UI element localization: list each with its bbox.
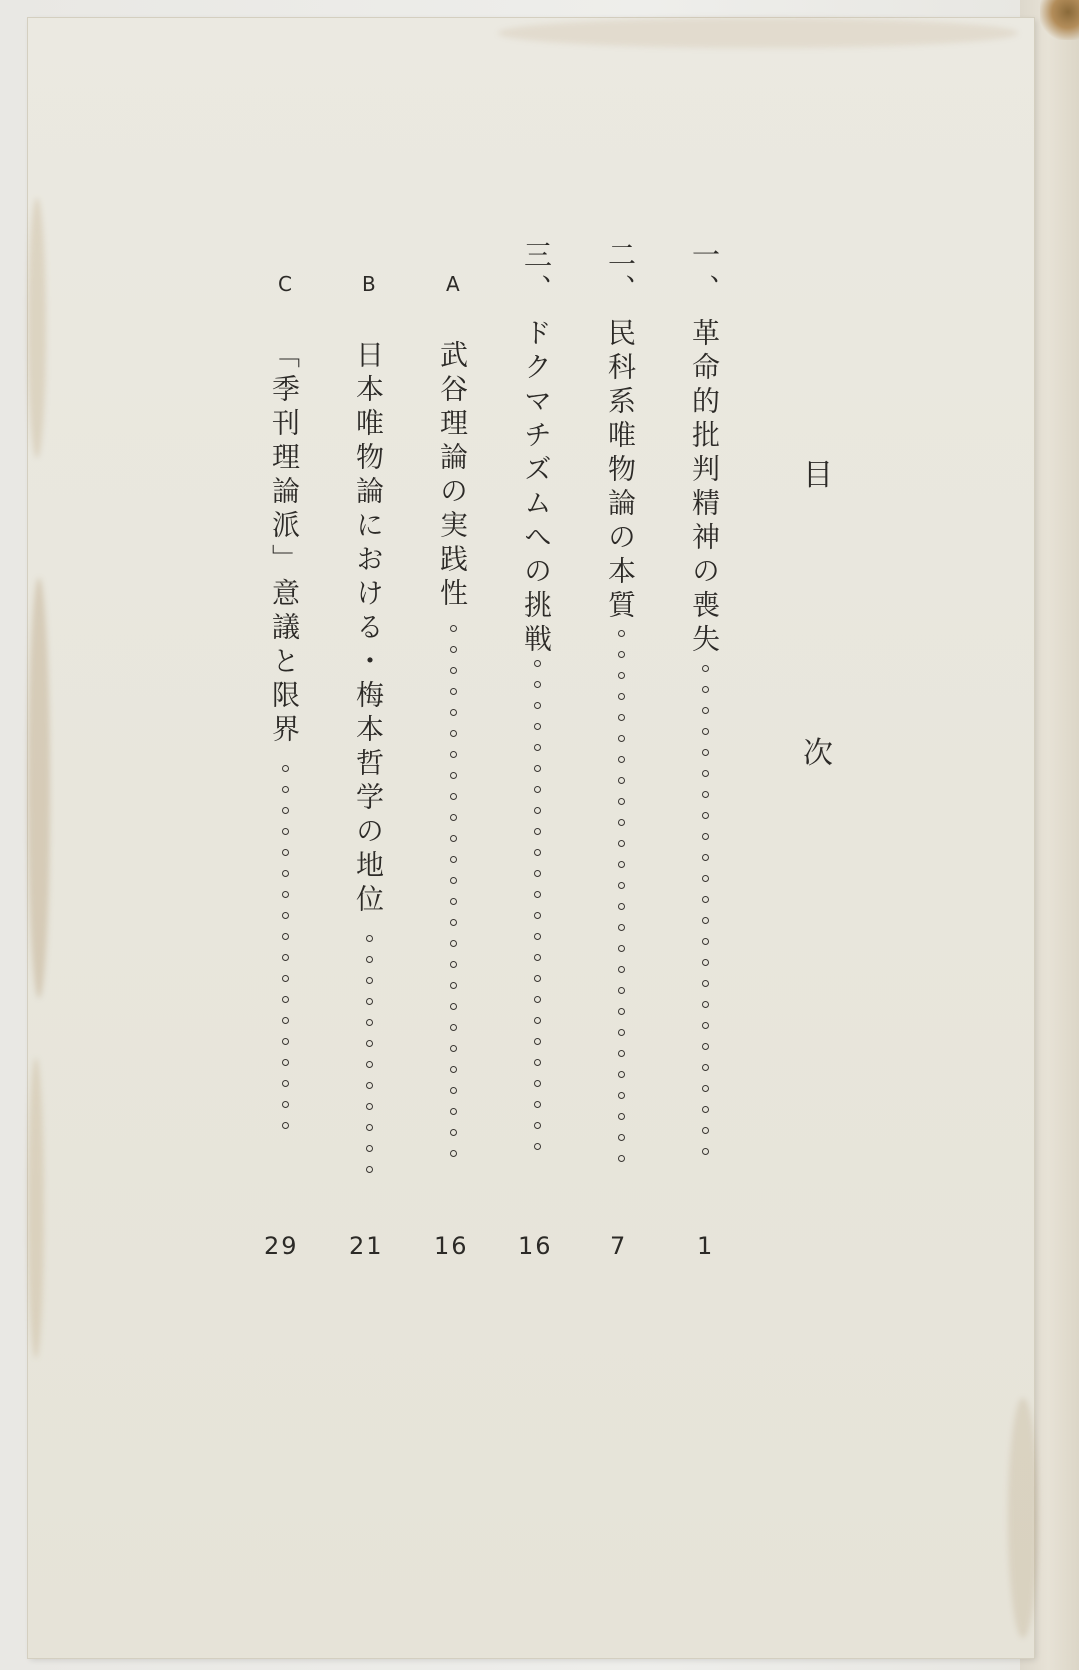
- leader-dot: [534, 891, 541, 898]
- toc-entry-a-marker: A: [446, 272, 461, 296]
- leader-dot: [618, 798, 625, 805]
- leader-dot: [618, 777, 625, 784]
- toc-entry-3-leader: [531, 660, 543, 1164]
- leader-dot: [534, 1122, 541, 1129]
- leader-dot: [702, 791, 709, 798]
- leader-dot: [534, 849, 541, 856]
- leader-dot: [450, 1150, 457, 1157]
- leader-dot: [618, 1050, 625, 1057]
- leader-dot: [450, 835, 457, 842]
- leader-dot: [366, 998, 373, 1005]
- leader-dot: [450, 982, 457, 989]
- toc-entry-3-marker: 三、: [520, 240, 553, 308]
- toc-entry-1-page[interactable]: 1: [697, 1232, 715, 1260]
- leader-dot: [618, 987, 625, 994]
- leader-dot: [282, 786, 289, 793]
- toc-entry-a-title[interactable]: 武谷理論の実践性: [436, 340, 469, 612]
- leader-dot: [534, 765, 541, 772]
- leader-dot: [702, 854, 709, 861]
- toc-entry-1-title[interactable]: 革命的批判精神の喪失: [688, 318, 721, 658]
- leader-dot: [618, 903, 625, 910]
- leader-dot: [702, 1148, 709, 1155]
- corner-stain: [1040, 0, 1079, 40]
- leader-dot: [450, 730, 457, 737]
- leader-dot: [366, 935, 373, 942]
- leader-dot: [366, 1124, 373, 1131]
- leader-dot: [702, 875, 709, 882]
- leader-dot: [534, 1038, 541, 1045]
- leader-dot: [702, 812, 709, 819]
- leader-dot: [702, 1001, 709, 1008]
- leader-dot: [534, 912, 541, 919]
- toc-entry-2-page[interactable]: 7: [610, 1232, 628, 1260]
- leader-dot: [702, 896, 709, 903]
- leader-dot: [618, 693, 625, 700]
- leader-dot: [618, 1113, 625, 1120]
- leader-dot: [618, 924, 625, 931]
- leader-dot: [534, 933, 541, 940]
- leader-dot: [618, 966, 625, 973]
- leader-dot: [282, 1101, 289, 1108]
- leader-dot: [702, 749, 709, 756]
- leader-dot: [282, 1038, 289, 1045]
- toc-entry-a-page[interactable]: 16: [434, 1232, 469, 1260]
- leader-dot: [450, 1066, 457, 1073]
- leader-dot: [534, 975, 541, 982]
- leader-dot: [534, 744, 541, 751]
- toc-entry-b-page[interactable]: 21: [349, 1232, 384, 1260]
- leader-dot: [534, 996, 541, 1003]
- leader-dot: [618, 651, 625, 658]
- leader-dot: [534, 828, 541, 835]
- leader-dot: [450, 1003, 457, 1010]
- leader-dot: [702, 1022, 709, 1029]
- leader-dot: [618, 819, 625, 826]
- leader-dot: [618, 735, 625, 742]
- leader-dot: [534, 870, 541, 877]
- leader-dot: [618, 630, 625, 637]
- leader-dot: [282, 1059, 289, 1066]
- leader-dot: [282, 870, 289, 877]
- leader-dot: [282, 1122, 289, 1129]
- toc-entry-c-marker: C: [278, 272, 293, 296]
- leader-dot: [702, 1106, 709, 1113]
- leader-dot: [450, 1108, 457, 1115]
- leader-dot: [450, 1087, 457, 1094]
- leader-dot: [702, 1043, 709, 1050]
- leader-dot: [702, 728, 709, 735]
- leader-dot: [282, 975, 289, 982]
- leader-dot: [702, 686, 709, 693]
- leader-dot: [282, 954, 289, 961]
- leader-dot: [366, 1166, 373, 1173]
- leader-dot: [450, 961, 457, 968]
- leader-dot: [534, 1059, 541, 1066]
- leader-dot: [282, 765, 289, 772]
- leader-dot: [702, 833, 709, 840]
- leader-dot: [450, 772, 457, 779]
- leader-dot: [618, 1155, 625, 1162]
- leader-dot: [702, 917, 709, 924]
- leader-dot: [366, 977, 373, 984]
- leader-dot: [366, 1040, 373, 1047]
- leader-dot: [366, 1145, 373, 1152]
- leader-dot: [618, 1008, 625, 1015]
- leader-dot: [618, 1134, 625, 1141]
- toc-entry-c-leader: [279, 765, 291, 1143]
- leader-dot: [450, 898, 457, 905]
- leader-dot: [534, 681, 541, 688]
- leader-dot: [450, 1129, 457, 1136]
- leader-dot: [534, 954, 541, 961]
- leader-dot: [534, 786, 541, 793]
- leader-dot: [702, 959, 709, 966]
- leader-dot: [282, 828, 289, 835]
- leader-dot: [450, 646, 457, 653]
- leader-dot: [450, 856, 457, 863]
- leader-dot: [366, 956, 373, 963]
- leader-dot: [618, 714, 625, 721]
- toc-title-first: 目: [803, 458, 833, 493]
- toc-entry-1-marker: 一、: [688, 240, 721, 308]
- leader-dot: [450, 814, 457, 821]
- leader-dot: [618, 945, 625, 952]
- leader-dot: [702, 770, 709, 777]
- toc-entry-1-leader: [699, 665, 711, 1169]
- leader-dot: [618, 1092, 625, 1099]
- leader-dot: [282, 849, 289, 856]
- toc-entry-2-marker: 二、: [604, 240, 637, 308]
- leader-dot: [450, 793, 457, 800]
- toc-entry-2-title[interactable]: 民科系唯物論の本質: [604, 318, 637, 624]
- leader-dot: [534, 723, 541, 730]
- toc-entry-3-title[interactable]: ドクマチズムへの挑戦: [520, 318, 553, 658]
- leader-dot: [450, 877, 457, 884]
- leader-dot: [282, 1080, 289, 1087]
- toc-title-second: 次: [803, 736, 833, 771]
- leader-dot: [618, 1029, 625, 1036]
- leader-dot: [282, 933, 289, 940]
- leader-dot: [534, 1101, 541, 1108]
- leader-dot: [618, 756, 625, 763]
- leader-dot: [702, 1085, 709, 1092]
- leader-dot: [534, 1143, 541, 1150]
- toc-entry-a-leader: [447, 625, 459, 1171]
- leader-dot: [702, 1127, 709, 1134]
- leader-dot: [450, 919, 457, 926]
- leader-dot: [534, 660, 541, 667]
- leader-dot: [450, 751, 457, 758]
- toc-entry-c-page[interactable]: 29: [264, 1232, 299, 1260]
- toc-entry-3-page[interactable]: 16: [518, 1232, 553, 1260]
- leader-dot: [450, 709, 457, 716]
- leader-dot: [282, 996, 289, 1003]
- leader-dot: [282, 1017, 289, 1024]
- leader-dot: [282, 912, 289, 919]
- leader-dot: [534, 1080, 541, 1087]
- leader-dot: [618, 861, 625, 868]
- leader-dot: [618, 840, 625, 847]
- leader-dot: [450, 940, 457, 947]
- leader-dot: [702, 665, 709, 672]
- leader-dot: [450, 1024, 457, 1031]
- leader-dot: [702, 980, 709, 987]
- toc-entry-b-title[interactable]: 日本唯物論における・梅本哲学の地位: [352, 340, 385, 918]
- leader-dot: [450, 667, 457, 674]
- toc-entry-b-leader: [363, 935, 375, 1187]
- toc-entry-b-marker: B: [362, 272, 377, 296]
- leader-dot: [282, 891, 289, 898]
- leader-dot: [618, 882, 625, 889]
- leader-dot: [534, 702, 541, 709]
- leader-dot: [618, 1071, 625, 1078]
- leader-dot: [366, 1103, 373, 1110]
- leader-dot: [618, 672, 625, 679]
- toc-entry-2-leader: [615, 630, 627, 1176]
- leader-dot: [366, 1082, 373, 1089]
- toc-entry-c-title[interactable]: 「季刊理論派」意議と限界: [268, 340, 301, 748]
- leader-dot: [450, 688, 457, 695]
- leader-dot: [366, 1061, 373, 1068]
- leader-dot: [534, 807, 541, 814]
- leader-dot: [366, 1019, 373, 1026]
- leader-dot: [702, 938, 709, 945]
- leader-dot: [282, 807, 289, 814]
- leader-dot: [450, 625, 457, 632]
- leader-dot: [702, 1064, 709, 1071]
- leader-dot: [534, 1017, 541, 1024]
- leader-dot: [702, 707, 709, 714]
- leader-dot: [450, 1045, 457, 1052]
